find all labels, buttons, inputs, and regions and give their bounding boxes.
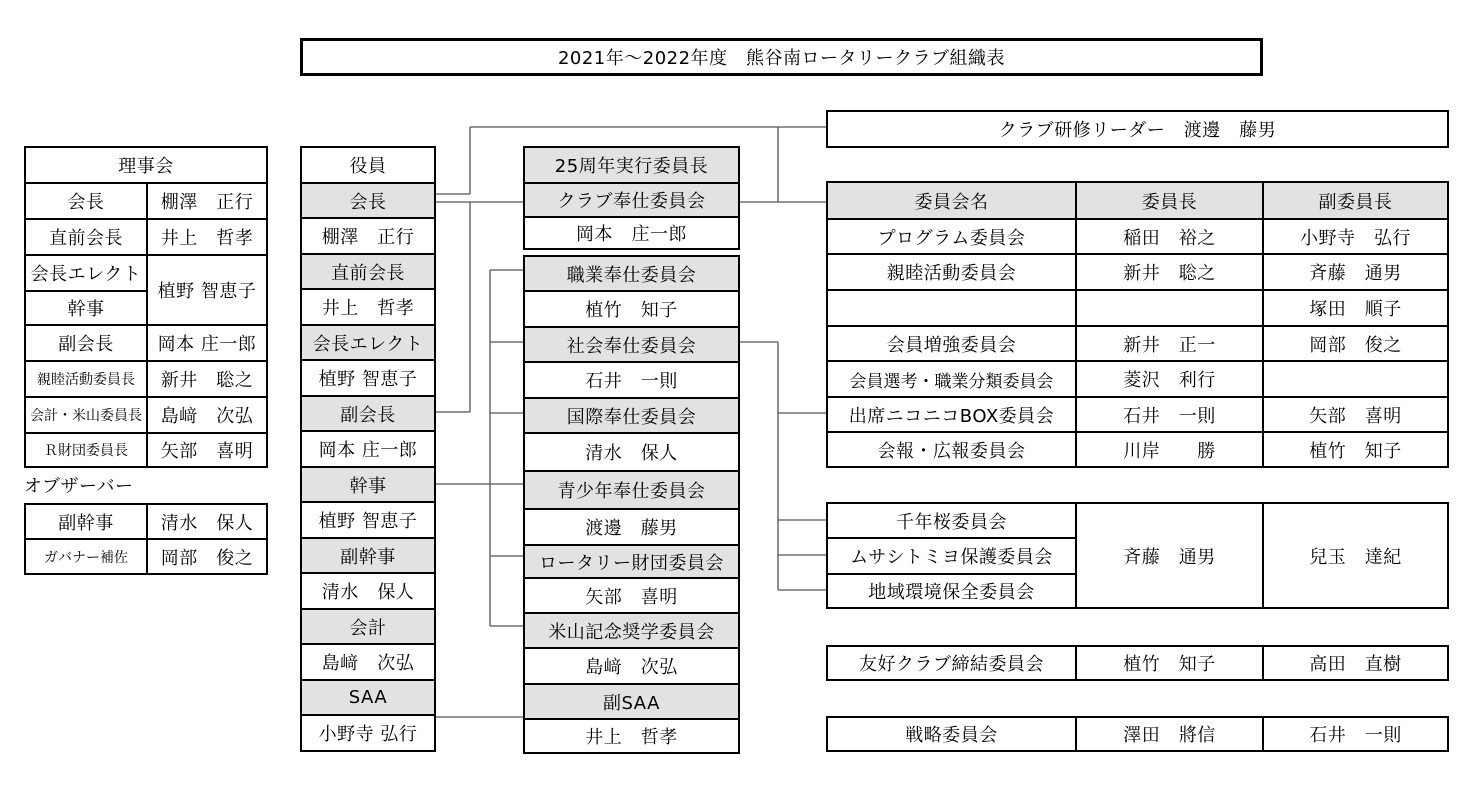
board-table (24, 146, 268, 468)
officer-role: 会計 (302, 610, 434, 645)
service-name: 矢部 喜明 (525, 579, 738, 614)
officer-role: SAA (302, 681, 434, 716)
service-role: ロータリー財団委員会 (525, 546, 738, 579)
committee-vice: 斉藤 通男 (1264, 255, 1447, 291)
committee-name: 会員増強委員会 (828, 327, 1077, 362)
anniversary-role: 25周年実行委員長 (525, 148, 738, 184)
board-name-merged: 植野 智恵子 (148, 256, 266, 326)
board-header: 理事会 (26, 148, 266, 184)
committee-name: 会員選考・職業分類委員会 (828, 362, 1077, 398)
board-name: 島﨑 次弘 (148, 398, 266, 434)
committees-table (826, 181, 1449, 468)
club-service-name: 岡本 庄一郎 (576, 224, 687, 245)
board-name: 棚澤 正行 (148, 184, 266, 220)
committee-vice (1264, 362, 1447, 398)
service-name: 渡邊 藤男 (525, 510, 738, 546)
service-name: 植竹 知子 (525, 292, 738, 328)
officer-role: 会長エレクト (302, 326, 434, 361)
social-committee-vice: 兒玉 達紀 (1309, 546, 1402, 568)
observer-name: 岡部 俊之 (160, 547, 254, 569)
committees-header-name: 委員会名 (828, 183, 1077, 220)
officer-name: 井上 哲孝 (302, 290, 434, 326)
officer-name: 棚澤 正行 (302, 219, 434, 255)
friendship-table (826, 645, 1449, 681)
board-role: 親睦活動委員長 (26, 362, 148, 398)
service-name: 島﨑 次弘 (525, 649, 738, 685)
committees-header-chair: 委員長 (1077, 183, 1264, 220)
committee-name: 出席ニコニコBOX委員会 (828, 398, 1077, 433)
officer-role: 会長 (302, 184, 434, 219)
committee-chair (1077, 291, 1264, 327)
board-role: Ｒ財団委員長 (26, 434, 148, 466)
strategy-vice: 石井 一則 (1309, 725, 1402, 746)
title-box (300, 38, 1263, 76)
service-role: 青少年奉仕委員会 (525, 472, 738, 510)
officer-name: 清水 保人 (302, 574, 434, 610)
board-role: 直前会長 (26, 220, 148, 256)
officer-name: 植野 智恵子 (302, 361, 434, 397)
officer-role: 幹事 (302, 468, 434, 503)
observer-label: オブザーバー (24, 476, 134, 497)
board-role: 副会長 (26, 326, 148, 362)
service-role: 職業奉仕委員会 (525, 257, 738, 292)
social-committees-table (826, 502, 1449, 609)
committee-name (828, 291, 1077, 327)
committee-chair: 菱沢 利行 (1077, 362, 1264, 398)
friendship-vice: 高田 直樹 (1309, 654, 1402, 675)
officer-role: 副幹事 (302, 539, 434, 574)
officers-header: 役員 (302, 148, 434, 184)
observer-name: 清水 保人 (148, 505, 266, 540)
committee-vice: 岡部 俊之 (1264, 327, 1447, 362)
social-committee-name: ムサシトミヨ保護委員会 (828, 539, 1077, 575)
committee-vice: 植竹 知子 (1309, 440, 1402, 462)
officer-role: 直前会長 (302, 255, 434, 290)
committee-chair: 石井 一則 (1077, 398, 1264, 433)
committee-name: プログラム委員会 (828, 220, 1077, 255)
officer-name: 岡本 庄一郎 (302, 432, 434, 468)
committee-name: 親睦活動委員会 (828, 255, 1077, 291)
training-leader-box (826, 110, 1449, 148)
committee-vice: 小野寺 弘行 (1264, 220, 1447, 255)
committee-vice: 矢部 喜明 (1264, 398, 1447, 433)
committee-chair: 川岸 勝 (1077, 433, 1264, 466)
observer-role: ガバナー補佐 (26, 540, 148, 573)
training-leader: クラブ研修リーダー 渡邊 藤男 (998, 120, 1277, 141)
strategy-name: 戦略委員会 (828, 718, 1077, 750)
board-role: 会計・米山委員長 (26, 398, 148, 434)
service-name: 清水 保人 (525, 434, 738, 472)
board-name: 新井 聡之 (148, 362, 266, 398)
board-name: 岡本 庄一郎 (148, 326, 266, 362)
committee-name: 会報・広報委員会 (828, 433, 1077, 466)
board-name: 矢部 喜明 (160, 441, 254, 462)
observer-table (24, 503, 268, 575)
service-role: 国際奉仕委員会 (525, 399, 738, 434)
friendship-chair: 植竹 知子 (1077, 647, 1264, 679)
service-name: 石井 一則 (525, 363, 738, 399)
officers-table (300, 146, 436, 752)
board-role: 会長 (26, 184, 148, 220)
committees-header-vice: 副委員長 (1264, 183, 1447, 220)
observer-role: 副幹事 (26, 505, 148, 540)
club-service-role: クラブ奉仕委員会 (525, 184, 738, 218)
committee-vice: 塚田 順子 (1264, 291, 1447, 327)
officer-name: 植野 智恵子 (302, 503, 434, 539)
social-committee-chair: 斉藤 通男 (1077, 504, 1264, 607)
service-role: 社会奉仕委員会 (525, 328, 738, 363)
officer-name: 島﨑 次弘 (302, 645, 434, 681)
social-committee-name: 千年桜委員会 (828, 504, 1077, 539)
officer-name: 小野寺 弘行 (318, 724, 418, 745)
board-role: 会長エレクト (26, 256, 148, 292)
strategy-table (826, 716, 1449, 752)
service-role: 米山記念奨学委員会 (525, 614, 738, 649)
club-service-table (523, 146, 740, 250)
board-name: 井上 哲孝 (148, 220, 266, 256)
committee-chair: 稲田 裕之 (1077, 220, 1264, 255)
officer-role: 副会長 (302, 397, 434, 432)
service-name: 井上 哲孝 (585, 727, 678, 748)
page-title: 2021年～2022年度 熊谷南ロータリークラブ組織表 (557, 48, 1006, 69)
social-committee-name: 地域環境保全委員会 (828, 575, 1077, 607)
service-role: 副SAA (525, 685, 738, 720)
committee-chair: 新井 正一 (1077, 327, 1264, 362)
board-role: 幹事 (26, 292, 148, 326)
committee-chair: 新井 聡之 (1077, 255, 1264, 291)
strategy-chair: 澤田 將信 (1077, 718, 1264, 750)
friendship-name: 友好クラブ締結委員会 (828, 647, 1077, 679)
services-table (523, 255, 740, 754)
